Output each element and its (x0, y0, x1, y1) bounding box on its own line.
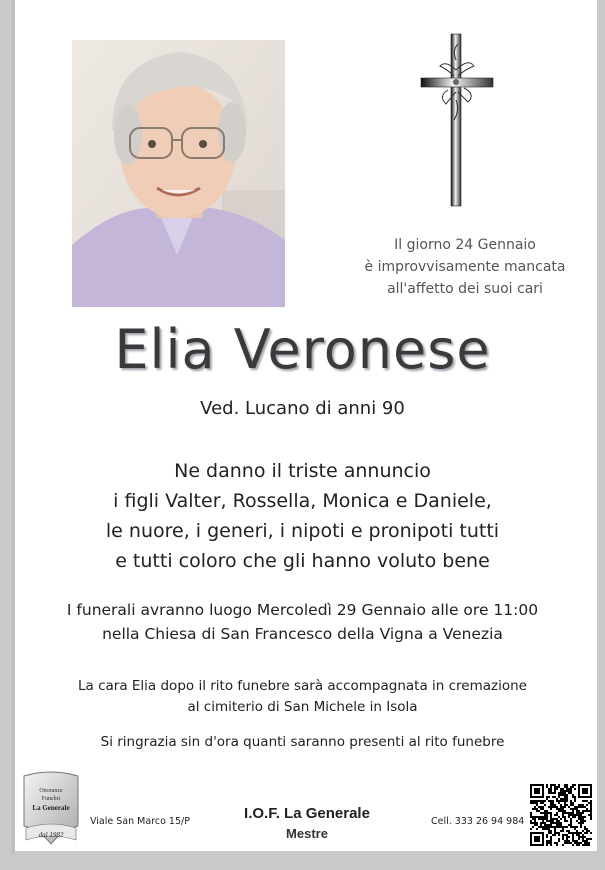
agency-block (228, 805, 386, 841)
cremation-line: La cara Elia dopo il rito funebre sarà accompagnata in cremazione (78, 678, 527, 694)
deceased-subtitle: Ved. Lucano di anni 90 (200, 398, 405, 419)
announcement-line: è improvvisamente mancata (364, 259, 566, 275)
thanks-text: Si ringrazia sin d'ora quanti saranno presenti al rito funebre (100, 734, 505, 750)
agency-city: Mestre (286, 826, 328, 841)
announcement-text (350, 234, 580, 300)
family-line: e tutti coloro che gli hanno voluto bene (115, 550, 490, 572)
agency-logo (22, 770, 80, 848)
funeral-details (0, 598, 605, 646)
agency-name: I.O.F. La Generale (244, 805, 370, 822)
family-announcement (0, 456, 605, 576)
announcement-line: Il giorno 24 Gennaio (394, 237, 536, 253)
svg-text:Onoranze: Onoranze (39, 788, 63, 794)
family-line: Ne danno il triste annuncio (174, 460, 431, 482)
svg-text:dal 1982: dal 1982 (38, 831, 64, 839)
cremation-line: al cimiterio di San Michele in Isola (187, 699, 418, 715)
funeral-line: nella Chiesa di San Francesco della Vigna a Venezia (102, 625, 503, 643)
announcement-line: all'affetto dei suoi cari (387, 281, 543, 297)
svg-text:La Generale: La Generale (32, 804, 70, 812)
qr-code-icon[interactable] (530, 784, 592, 846)
portrait-photo (72, 40, 285, 307)
agency-address: Viale San Marco 15/P (90, 816, 190, 827)
cremation-details (0, 676, 605, 718)
agency-phone: Cell. 333 26 94 984 (431, 816, 525, 827)
cross-icon (418, 30, 496, 208)
deceased-name: Elia Veronese (114, 318, 491, 381)
svg-text:Funebri: Funebri (41, 796, 61, 802)
family-line: i figli Valter, Rossella, Monica e Daniele, (113, 490, 492, 512)
family-line: le nuore, i generi, i nipoti e pronipoti tutti (105, 520, 500, 542)
funeral-line: I funerali avranno luogo Mercoledì 29 Gennaio alle ore 11:00 (66, 601, 539, 619)
